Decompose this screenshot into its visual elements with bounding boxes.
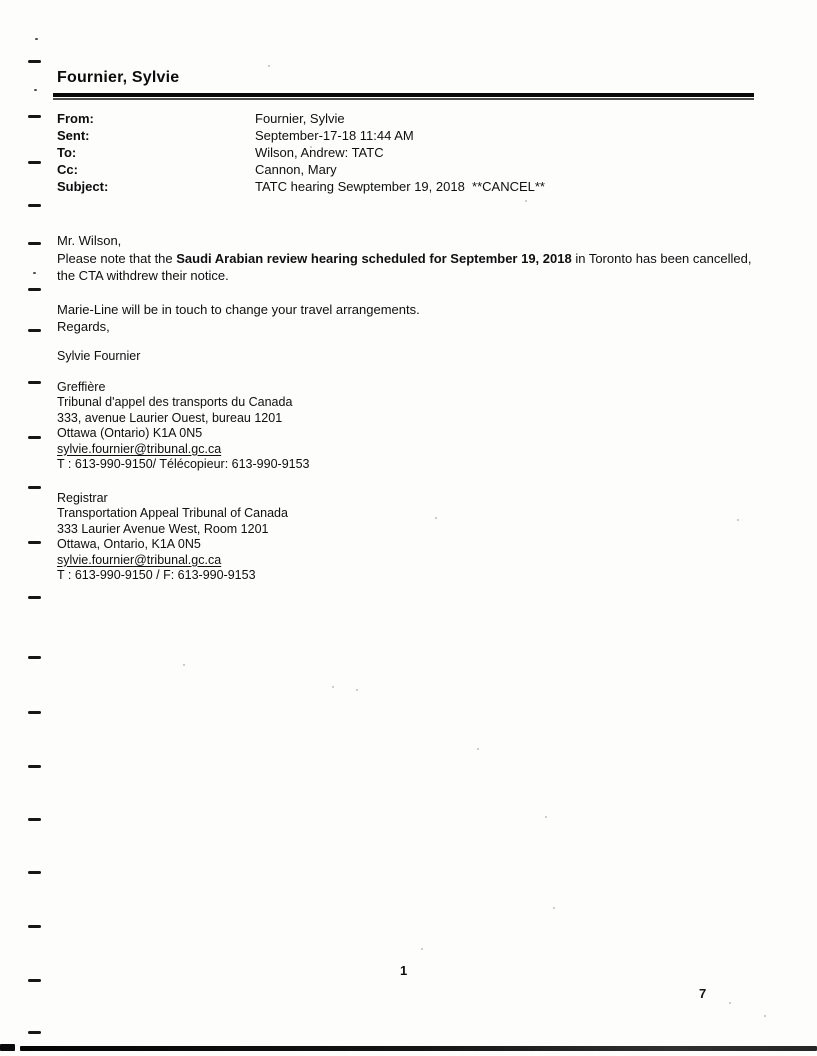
signature-fr-phone: T : 613-990-9150/ Télécopieur: 613-990-9153 [57, 457, 310, 472]
scan-mark [28, 656, 41, 659]
email-link-french: sylvie.fournier@tribunal.gc.ca [57, 441, 222, 456]
scan-speck [477, 748, 479, 750]
scan-speck [356, 689, 358, 691]
signature-en-address1: 333 Laurier Avenue West, Room 1201 [57, 521, 269, 536]
subject-label: Subject: [57, 179, 109, 194]
scan-mark [28, 925, 41, 928]
scan-dot [34, 89, 37, 91]
para1-text-pre: Please note that the [57, 250, 177, 266]
signature-block-french [57, 380, 310, 472]
email-link-english: sylvie.fournier@tribunal.gc.ca [57, 552, 222, 567]
signature-en-organization: Transportation Appeal Tribunal of Canada [57, 506, 288, 521]
signature-en-phone: T : 613-990-9150 / F: 613-990-9153 [57, 568, 256, 583]
para1-text-post: in Toronto has been cancelled, [571, 250, 752, 266]
scan-dot [33, 272, 36, 274]
subject-value: TATC hearing Sewptember 19, 2018 **CANCEL** [255, 179, 545, 194]
scan-mark [28, 436, 41, 439]
scan-speck [545, 816, 547, 818]
scan-mark [28, 818, 41, 821]
body-paragraph-1 [57, 250, 769, 268]
salutation: Mr. Wilson, [57, 233, 122, 248]
from-label: From: [57, 111, 94, 126]
signature-fr-title: Greffière [57, 380, 106, 394]
scan-speck [525, 200, 527, 202]
scan-mark [28, 871, 41, 874]
email-header-block [57, 110, 545, 195]
scan-mark [28, 1031, 41, 1034]
header-divider [53, 93, 754, 100]
to-value: Wilson, Andrew: TATC [255, 145, 384, 160]
scan-speck [553, 907, 555, 909]
cc-value: Cannon, Mary [255, 162, 337, 177]
scan-speck [729, 1002, 731, 1004]
header-row-from [57, 110, 545, 127]
scan-mark [28, 288, 41, 291]
header-row-cc [57, 161, 545, 178]
para1-text-bold: Saudi Arabian review hearing scheduled for September 19, 2018 [176, 250, 572, 266]
signature-en-address2: Ottawa, Ontario, K1A 0N5 [57, 537, 201, 552]
scan-mark [28, 979, 41, 982]
scan-mark [28, 60, 41, 63]
scan-edge-blob [0, 1044, 15, 1051]
scan-edge-bar [20, 1046, 817, 1051]
sent-label: Sent: [57, 128, 90, 143]
header-row-to [57, 144, 545, 161]
scan-speck [421, 948, 423, 950]
signature-fr-organization: Tribunal d'appel des transports du Canada [57, 395, 293, 410]
body-paragraph-1-line2: the CTA withdrew their notice. [57, 268, 229, 283]
scan-mark [28, 161, 41, 164]
email-body [57, 232, 769, 336]
scan-mark [28, 329, 41, 332]
scan-speck [332, 686, 334, 688]
scan-mark [28, 204, 41, 207]
scan-speck [737, 519, 739, 521]
corner-page-number: 7 [699, 986, 707, 1001]
email-sender-heading: Fournier, Sylvie [57, 69, 180, 86]
header-divider-thin-line [53, 98, 754, 100]
scan-speck [268, 65, 270, 67]
body-paragraph-2: Marie-Line will be in touch to change your travel arrangements. [57, 301, 420, 317]
scan-speck [764, 1015, 766, 1017]
scan-speck [183, 664, 185, 666]
from-value: Fournier, Sylvie [255, 111, 345, 126]
scan-mark [28, 242, 41, 245]
scan-mark [28, 541, 41, 544]
scan-dot [35, 38, 38, 40]
scan-mark [28, 711, 41, 714]
signature-fr-address2: Ottawa (Ontario) K1A 0N5 [57, 426, 203, 441]
page-number: 1 [400, 963, 408, 978]
scan-mark [28, 486, 41, 489]
signature-block-english [57, 491, 288, 583]
scan-speck [435, 517, 437, 519]
scan-mark [28, 381, 41, 384]
cc-label: Cc: [57, 162, 78, 177]
to-label: To: [57, 145, 77, 160]
closing: Regards, [57, 319, 110, 334]
signature-fr-address1: 333, avenue Laurier Ouest, bureau 1201 [57, 410, 283, 425]
signature-en-title: Registrar [57, 491, 108, 505]
scan-mark [28, 596, 41, 599]
signer-name: Sylvie Fournier [57, 349, 141, 363]
header-row-subject [57, 178, 545, 195]
scan-mark [28, 115, 41, 118]
header-row-sent [57, 127, 545, 144]
sent-value: September-17-18 11:44 AM [255, 128, 414, 143]
scan-mark [28, 765, 41, 768]
